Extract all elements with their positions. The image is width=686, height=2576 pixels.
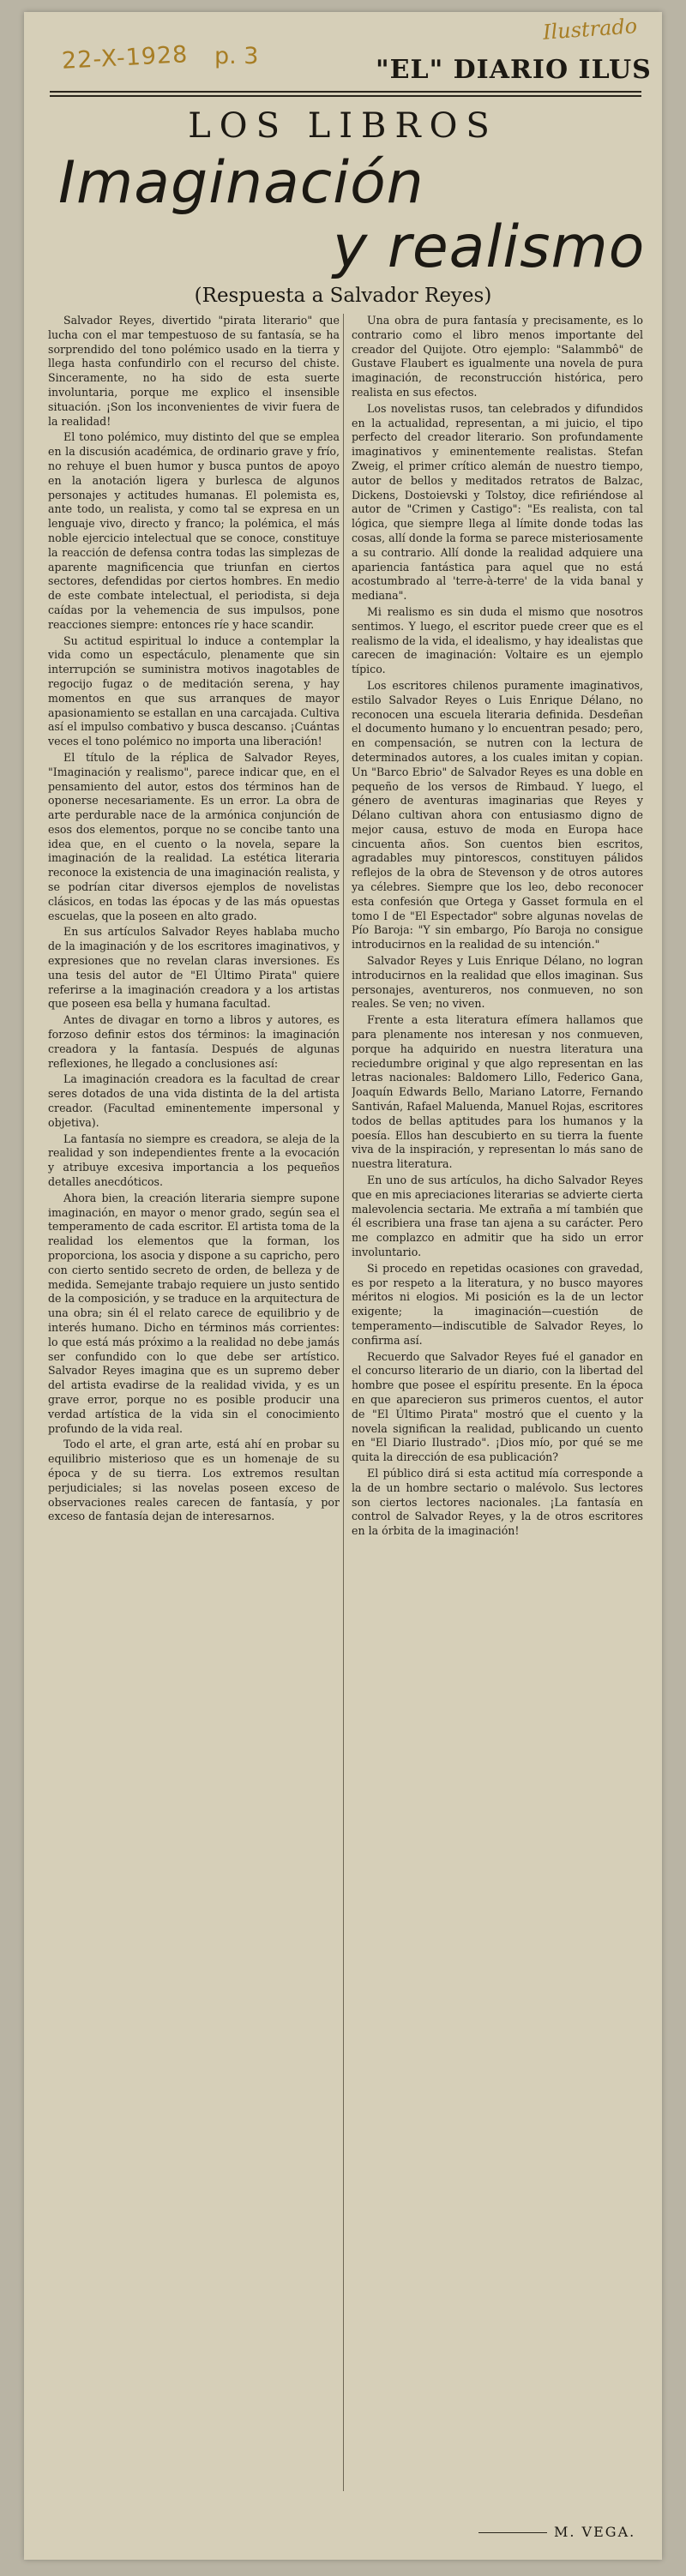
paragraph: Antes de divagar en torno a libros y autores, es forzoso definir estos dos términos: la imaginación creadora y la fantasía. Después de algunas reflexiones, he llegado a conclusiones así: <box>48 1013 340 1070</box>
paragraph: Todo el arte, el gran arte, está ahí en probar su equilibrio misterioso que es un homenaje de su época y de su tierra. Los extremos resultan perjudiciales; si las novelas poseen exceso de observaciones reales carecen de fantasía, y por exceso de fantasía dejan de interesarnos. <box>48 1438 340 1523</box>
handwritten-note: Ilustrado <box>542 14 639 45</box>
paragraph: La fantasía no siempre es creadora, se aleja de la realidad y son independientes frente a la evocación y atribuye excesiva importancia a los pequeños detalles anecdóticos. <box>48 1132 340 1189</box>
section-title: LOS LIBROS <box>188 106 498 146</box>
paragraph: Ahora bien, la creación literaria siempre supone imaginación, en mayor o menor grado, según sea el temperamento de cada escritor. El artista toma de la realidad los elementos que la forman, los proporciona, los asocia y dispone a su capricho, pero con cierto sentido secreto de orden, de belleza y de medida. Semejante trabajo requiere un justo sentido de la composición, y se traduce en la arquitectura de una obra; sin él el relato carece de equilibrio y de interés humano. Dicho en términos más corrientes: lo que está más próximo a la realidad no debe jamás ser confundido con lo que debe ser artístico. Salvador Reyes imagina que es un supremo deber del artista evadirse de la realidad vivida, y es un grave error, porque no es posible producir una verdad artística de la vida sin el conocimiento profundo de la vida real. <box>48 1191 340 1435</box>
newspaper-name: "EL" DIARIO ILUS <box>376 55 652 85</box>
headline-line1: Imaginación <box>58 149 424 217</box>
column-divider <box>343 314 344 2491</box>
article-subtitle: (Respuesta a Salvador Reyes) <box>194 285 492 307</box>
end-rule <box>478 2532 547 2533</box>
paragraph: En uno de sus artículos, ha dicho Salvador Reyes que en mis apreciaciones literarias se advierte cierta malevolencia sectaria. Me extraña a mí también que él escribiera una frase tan ajena a su carácter. Pero me complazco en admitir que ha sido un error involuntario. <box>352 1174 643 1258</box>
handwritten-date: 22-X-1928 <box>61 41 190 75</box>
paragraph: Mi realismo es sin duda el mismo que nosotros sentimos. Y luego, el escritor puede creer que es el realismo de la vida, el idealismo, y hay idealistas que carecen de imaginación: Voltaire es un ejemplo típico. <box>352 604 643 676</box>
paragraph: Los escritores chilenos puramente imaginativos, estilo Salvador Reyes o Luis Enrique Délano, no reconocen una escuela literaria definida. Desdeñan el documento humano y lo encuentran pesado; pero, en compensación, se nutren con la lectura de determinados autores, a los cuales imitan y copian. Un "Barco Ebrio" de Salvador Reyes es una doble en pequeño de los versos de Rimbaud. Y luego, el género de aventuras imaginarias que Reyes y Délano cultivan ahora con entusiasmo digno de mejor causa, estuvo de moda en Europa hace cincuenta años. Son cuentos bien escritos, agradables muy pintorescos, constituyen pálidos reflejos de la obra de Stevenson y de otros autores ya célebres. Siempre que los leo, debo reconocer esta confesión que Ortega y Gasset formula en el tomo I de "El Espectador" sobre algunas novelas de Pío Baroja: "Y sin embargo, Pío Baroja no consigue introducirnos en la realidad de su intención." <box>352 678 643 952</box>
header-divider <box>50 91 641 93</box>
header-divider-thin <box>50 95 641 97</box>
paragraph: Salvador Reyes, divertido "pirata literario" que lucha con el mar tempestuoso de su fantasía, se ha sorprendido del tono polémico usado en la tierra y llega hasta confundirlo con el recurso del chiste. Sinceramente, no ha sido de esta suerte involuntaria, porque me explico el insensible situación. ¡Son los inconvenientes de vivir fuera de la realidad! <box>48 314 340 428</box>
paragraph: Frente a esta literatura efímera hallamos que para plenamente nos interesan y nos conmueven, porque ha adquirido en nuestra literatura una reciedumbre original y que algo representan en las letras nacionales: Baldomero Lillo, Federico Gana, Joaquín Edwards Bello, Mariano Latorre, Fernando Santiván, Rafael Maluenda, Manuel Rojas, escritores todos de bellas aptitudes para los humanos y la poesía. Ellos han descubierto en su tierra la fuente viva de la inspiración, y representan lo más sano de nuestra literatura. <box>352 1013 643 1171</box>
paragraph: Su actitud espiritual lo induce a contemplar la vida como un espectáculo, plenamente que sin interrupción se suministra motivos inagotables de regocijo fugaz o de meditación serena, y hay momentos en que sus arranques de mayor apasionamiento se estallan en una carcajada. Cultiva así el impulso combativo y busca descanso. ¡Cuántas veces el tono polémico no importa una liberación! <box>48 633 340 748</box>
newspaper-clipping <box>24 12 662 2560</box>
paragraph: Si procedo en repetidas ocasiones con gravedad, es por respeto a la literatura, y no busco mayores méritos ni elogios. Mi posición es la de un lector exigente; la imaginación—cuestión de temperamento—indiscutible de Salvador Reyes, lo confirma así. <box>352 1261 643 1347</box>
paragraph: La imaginación creadora es la facultad de crear seres dotados de una vida distinta de la del artista creador. (Facultad eminentemente impersonal y objetiva). <box>48 1072 340 1129</box>
paragraph: Recuerdo que Salvador Reyes fué el ganador en el concurso literario de un diario, con la libertad del hombre que posee el espíritu presente. En la época en que aparecieron sus primeros cuentos, el autor de "El Último Pirata" mostró que el cuento y la novela significan la realidad, publicando un cuento en "El Diario Ilustrado". ¡Dios mío, por qué se me quita la dirección de esa publicación? <box>352 1349 643 1464</box>
paragraph: El título de la réplica de Salvador Reyes, "Imaginación y realismo", parece indicar que, en el pensamiento del autor, estos dos términos han de oponerse necesariamente. Es un error. La obra de arte perdurable nace de la armónica conjunción de esos dos elementos, porque no se concibe tanto una idea que, en el cuento o la novela, separe la imaginación de la realidad. La estética literaria reconoce la existencia de una imaginación realista, y se podrían citar diversos ejemplos de novelistas clásicos, en todas las épocas y de las más opuestas escuelas, que la poseen en alto grado. <box>48 750 340 922</box>
handwritten-page-number: p. 3 <box>214 43 259 69</box>
left-text-column <box>48 314 340 2487</box>
paragraph: Los novelistas rusos, tan celebrados y difundidos en la actualidad, representan, a mi juicio, el tipo perfecto del creador literario. Son profundamente imaginativos y eminentemente realistas. Stefan Zweig, el primer crítico alemán de nuestro tiempo, autor de bellos y meditados retratos de Balzac, Dickens, Dostoievski y Tolstoy, dice refiriéndose al autor de "Crimen y Castigo": "Es realista, con tal lógica, que siempre llega al límite donde todas las cosas, allí donde la forma se parece misteriosamente a su contrario. Allí donde la realidad adquiere una apariencia fantástica para aquel que no está acostumbrado al 'terre-à-terre' de la vida banal y mediana". <box>352 401 643 603</box>
author-signature: M. VEGA. <box>554 2524 636 2540</box>
paragraph: En sus artículos Salvador Reyes hablaba mucho de la imaginación y de los escritores imaginativos, y expresiones que no revelan claras inversiones. Es una tesis del autor de "El Último Pirata" quiere referirse a la imaginación creadora y a los artistas que poseen esa bella y humana facultad. <box>48 925 340 1011</box>
paragraph: Salvador Reyes y Luis Enrique Délano, no logran introducirnos en la realidad que ellos imaginan. Sus personajes, aventureros, nos conmueven, no son reales. Se ven; no viven. <box>352 954 643 1011</box>
paragraph: El público dirá si esta actitud mía corresponde a la de un hombre sectario o malévolo. Sus lectores son ciertos lectores nacionales. ¡La fantasía en control de Salvador Reyes, y la de otros escritores en la órbita de la imaginación! <box>352 1466 643 1538</box>
right-text-column <box>352 314 643 2487</box>
headline-line2: y realismo <box>333 213 646 281</box>
paragraph: Una obra de pura fantasía y precisamente, es lo contrario como el libro menos importante del creador del Quijote. Otro ejemplo: "Salammbô" de Gustave Flaubert es igualmente una novela de pura imaginación, de reconstrucción histórica, pero realista en sus efectos. <box>352 314 643 399</box>
paragraph: El tono polémico, muy distinto del que se emplea en la discusión académica, de ordinario grave y frío, no rehuye el buen humor y busca puntos de apoyo en la anotación ligera y burlesca de algunos personajes y actitudes humanas. El polemista es, ante todo, un realista, y como tal se expresa en un lenguaje vivo, directo y franco; la polémica, el más noble ejercicio intelectual que se conoce, constituye la reacción de defensa contra todas las simplezas de aparente magnificencia que triunfan en ciertos sectores, defendidas por ciertos hombres. En medio de este combate intelectual, el periodista, si deja caídas por la vehemencia de sus impulsos, pone reacciones siempre: entonces ríe y hace scandir. <box>48 430 340 631</box>
